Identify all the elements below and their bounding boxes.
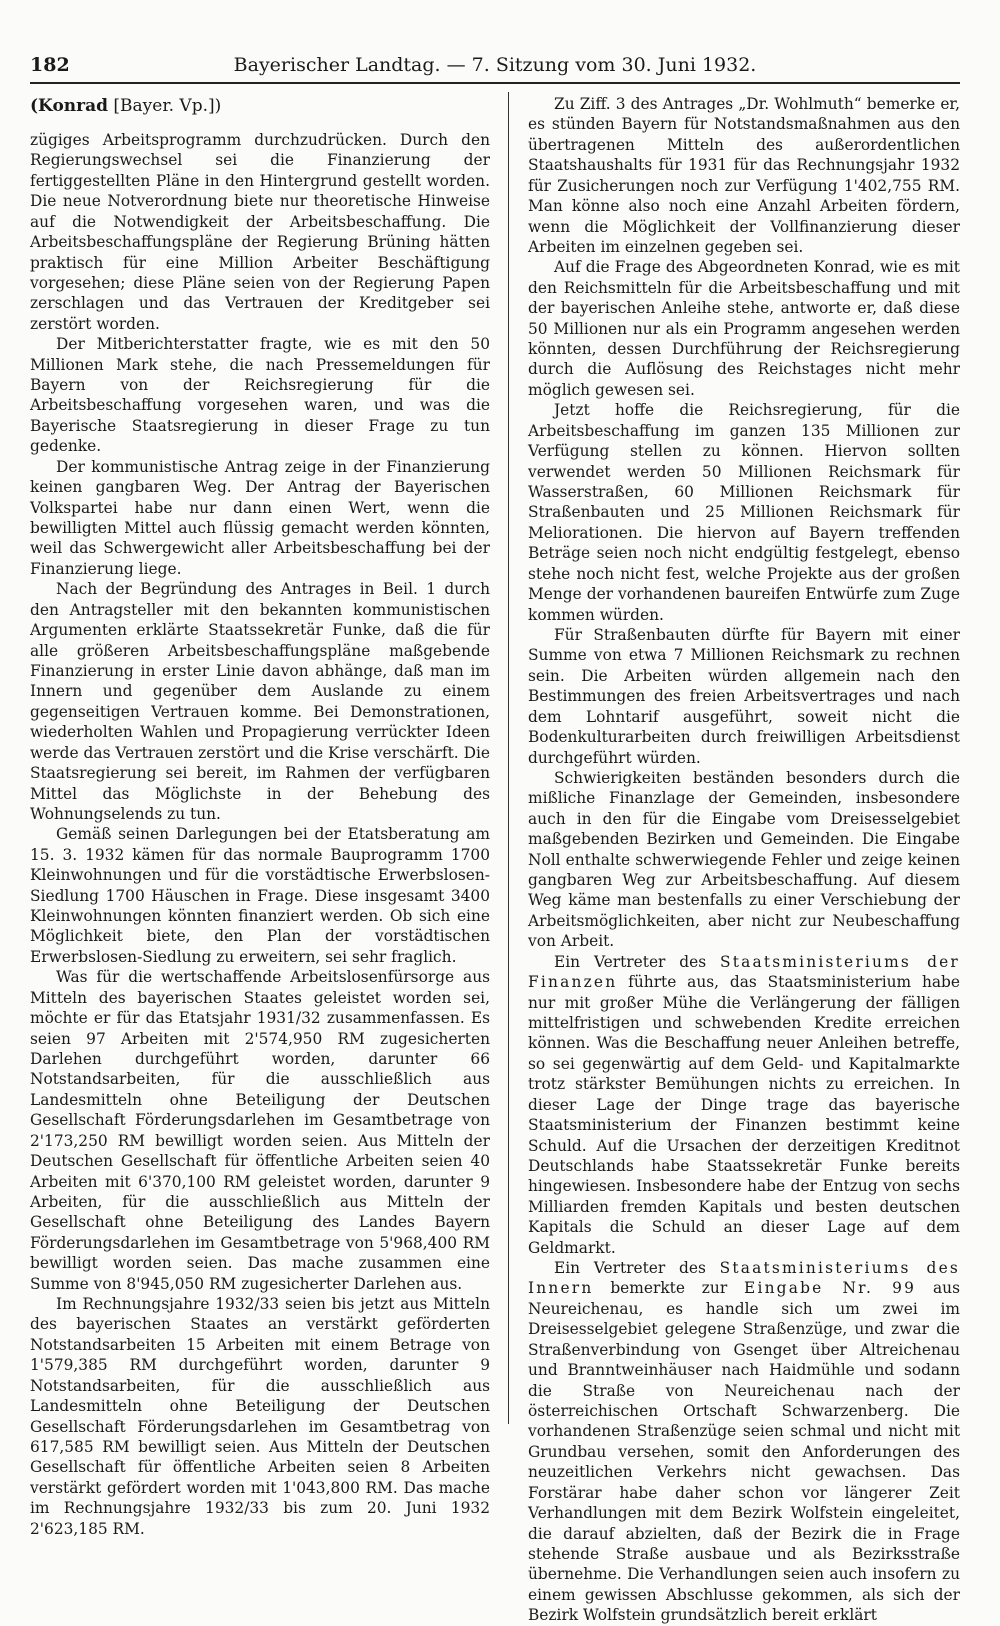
column-divider <box>508 92 509 1424</box>
text-run: aus Neureichenau, es handle sich um zwei im Dreisesselgebiet gelegene Straßenzüge, und zwar die Straßenverbindung von Gsenget über Altreichenau und Branntweinhäuser nach Haidmühle und sodann die Straße von Neureichenau nach der österreichischen Ortschaft Schwarzenberg. Die vorhandenen Straßenzüge seien schmal und nicht mit Grundbau versehen, somit den Anforderungen des neuzeitlichen Verkehrs nicht gewachsen. Das Forstärar habe daher schon vor längerer Zeit Verhandlungen mit dem Bezirk Wolfstein eingeleitet, die darauf abzielten, daß der Bezirk die in Frage stehende Straße ausbaue und als Bezirksstraße übernehme. Die Verhandlungen seien auch insofern zu einem gewissen Abschlusse gekommen, als sich der Bezirk Wolfstein grundsätzlich bereit erklärt <box>528 1279 960 1625</box>
spaced-text: Staatsministeriums der Finanzen <box>528 952 960 992</box>
paragraph: Auf die Frage des Abgeordneten Konrad, wie es mit den Reichsmitteln für die Arbeitsbeschaffung und mit der bayerischen Anleihe stehe, antworte er, daß diese 50 Millionen nur als ein Programm angesehen werden könnten, dessen Durchführung der Reichsregierung durch die Auflösung des Reichstages nicht mehr möglich gewesen sei. <box>528 258 960 399</box>
spaced-text: Eingabe Nr. 99 <box>744 1279 917 1298</box>
speaker-party: [Bayer. Vp.]) <box>108 96 222 116</box>
paragraph <box>528 952 960 1258</box>
paragraph: Was für die wertschaffende Arbeitslosenfürsorge aus Mitteln des bayerischen Staates geleistet worden sei, möchte er für das Etatsjahr 1931/32 zusammenfassen. Es seien 97 Arbeiten mit 2'574,950 RM zugesicherten Darlehen durchgeführt worden, darunter 66 Notstandsarbeiten, für die ausschließlich aus Landesmitteln ohne Beteiligung der Deutschen Gesellschaft Förderungsdarlehen im Gesamtbetrage von 2'173,250 RM bewilligt worden seien. Aus Mitteln der Deutschen Gesellschaft für öffentliche Arbeiten seien 40 Arbeiten mit 6'370,100 RM geleistet worden, darunter 9 Arbeiten, für die ausschließlich aus Mitteln der Gesellschaft ohne Beteiligung des Landes Bayern Förderungsdarlehen im Gesamtbetrage von 5'968,400 RM bewilligt worden seien. Das mache zusammen eine Summe von 8'945,050 RM zugesicherter Darlehen aus. <box>30 968 490 1293</box>
paragraph: Schwierigkeiten beständen besonders durch die mißliche Finanzlage der Gemeinden, insbesondere auch in den für die Eingabe vom Dreisesselgebiet maßgebenden Bezirken und Gemeinden. Die Eingabe Noll enthalte schwerwiegende Fehler und zeige keinen gangbaren Weg zur Arbeitsbeschaffung. Auf diesem Weg käme man bestenfalls zu einer Verschiebung der Arbeitsmöglichkeiten, aber nicht zur Neubeschaffung von Arbeit. <box>528 768 960 951</box>
text-run: Ein Vertreter des <box>554 952 721 971</box>
paragraph: zügiges Arbeitsprogramm durchzudrücken. Durch den Regierungswechsel sei die Finanzierung der fertiggestellten Pläne in den Hintergrund gestellt worden. Die neue Notverordnung biete nur theoretische Hinweise auf die Notwendigkeit der Arbeitsbeschaffung. Die Arbeitsbeschaffungspläne der Regierung Brüning hätten praktisch für eine Million Arbeiter Beschäftigung vorgesehen; diese Pläne seien von der Regierung Papen zerschlagen und das Vertrauen der Kreditgeber sei zerstört worden. <box>30 131 490 333</box>
paragraph <box>528 1258 960 1626</box>
paragraph: Nach der Begründung des Antrages in Beil. 1 durch den Antragsteller mit den bekannten kommunistischen Argumenten erklärte Staatssekretär Funke, daß die für alle größeren Arbeitsbeschaffungspläne maßgebende Finanzierung in erster Linie davon abhänge, daß man im Innern und gegenüber dem Auslande zu einem gegenseitigen Vertrauen komme. Bei Demonstrationen, wiederholten Wahlen und Propagierung verrückter Ideen werde das Vertrauen zerstört und die Krise verschärft. Die Staatsregierung sei bereit, im Rahmen der verfügbaren Mittel das Möglichste in der Behebung des Wohnungselends zu tun. <box>30 580 490 823</box>
paragraph: Im Rechnungsjahre 1932/33 seien bis jetzt aus Mitteln des bayerischen Staates an verstärkt geförderten Notstandsarbeiten 15 Arbeiten mit einem Betrage von 1'579,385 RM durchgeführt worden, darunter 9 Notstandsarbeiten, für die ausschließlich aus Landesmitteln ohne Beteiligung der Deutschen Gesellschaft Förderungsdarlehen im Gesamtbetrag von 617,585 RM bewilligt seien. Aus Mitteln der Deutschen Gesellschaft für öffentliche Arbeiten seien 8 Arbeiten verstärkt gefördert worden mit 1'043,800 RM. Das mache im Rechnungsjahre 1932/33 bis zum 20. Juni 1932 2'623,185 RM. <box>30 1295 490 1538</box>
paragraph: Für Straßenbauten dürfte für Bayern mit einer Summe von etwa 7 Millionen Reichsmark zu rechnen sein. Die Arbeiten würden allgemein nach den Bestimmungen des freien Arbeitsvertrages und nach dem Lohntarif ausgeführt, soweit nicht die Bodenkulturarbeiten durch freiwilligen Arbeitsdienst durchgeführt würden. <box>528 625 960 767</box>
running-head: Bayerischer Landtag. — 7. Sitzung vom 30. Juni 1932. <box>233 54 757 76</box>
paragraph: Gemäß seinen Darlegungen bei der Etatsberatung am 15. 3. 1932 kämen für das normale Bauprogramm 1700 Kleinwohnungen und für die vorstädtische Erwerbslosen-Siedlung 1700 Häuschen in Frage. Diese insgesamt 3400 Kleinwohnungen könnten finanziert werden. Ob sich eine Möglichkeit biete, den Plan der vorstädtischen Erwerbslosen-Siedlung zu erweitern, sei sehr fraglich. <box>30 825 490 966</box>
paragraph: Jetzt hoffe die Reichsregierung, für die Arbeitsbeschaffung im ganzen 135 Millionen zur Verfügung stellen zu können. Hiervon sollten verwendet werden 50 Millionen Reichsmark für Wasserstraßen, 60 Millionen Reichsmark für Straßenbauten und 25 Millionen Reichsmark für Meliorationen. Die hiervon auf Bayern treffenden Beträge seien noch nicht endgültig festgelegt, ebenso stehe noch nicht fest, welche Projekte aus der großen Menge der vorhandenen baureifen Entwürfe zum Zuge kommen würden. <box>528 401 960 624</box>
text-run: bemerkte zur <box>593 1279 745 1298</box>
page-header <box>30 52 960 84</box>
paragraph: Zu Ziff. 3 des Antrages „Dr. Wohlmuth“ bemerke er, es stünden Bayern für Notstandsmaßnahmen aus den übertragenen Mitteln des außerordentlichen Staatshaushalts für 1931 für das Rechnungsjahr 1932 für Zusicherungen noch zur Verfügung 1'402,755 RM. Man könne also noch eine Anzahl Arbeiten fördern, wenn die Möglichkeit der Vollfinanzierung dieser Arbeiten im einzelnen gegeben sei. <box>528 95 960 256</box>
page-number: 182 <box>30 54 70 76</box>
paragraph: Der Mitberichterstatter fragte, wie es mit den 50 Millionen Mark stehe, die nach Pressemeldungen für Bayern von der Reichsregierung für die Arbeitsbeschaffung vorgesehen waren, und was die Bayerische Staatsregierung in dieser Frage zu tun gedenke. <box>30 335 490 456</box>
spaced-text: Staatsministeriums des Innern <box>528 1259 960 1298</box>
paragraph: Der kommunistische Antrag zeige in der Finanzierung keinen gangbaren Weg. Der Antrag der Bayerischen Volkspartei habe nur dann einen Wert, wenn die bewilligten Mittel auch flüssig gemacht werden könnten, weil das Schwergewicht aller Arbeitsbeschaffung bei der Finanzierung liege. <box>30 457 490 578</box>
text-run: führte aus, das Staatsministerium habe nur mit großer Mühe die Verlängerung der fälligen mittelfristigen und schwebenden Kredite erreichen können. Was die Beschaffung neuer Anleihen betreffe, so sei gegenwärtig auf dem Geld- und Kapitalmarkte trotz stärkster Bemühungen nichts zu erreichen. In dieser Lage der Dinge trage das bayerische Staatsministerium der Finanzen bestimmt keine Schuld. Auf die Ursachen der derzeitigen Kreditnot Deutschlands habe Staatssekretär Funke bereits hingewiesen. Insbesondere habe der Entzug von sechs Milliarden fremden Kapitals und besten deutschen Kapitals die Schuld an dieser Lage auf dem Geldmarkt. <box>528 973 960 1257</box>
speaker-heading <box>30 94 490 118</box>
left-column <box>30 94 490 1538</box>
right-column <box>528 94 960 1625</box>
speaker-name: (Konrad <box>30 96 109 116</box>
text-run: Ein Vertreter des <box>554 1259 720 1278</box>
